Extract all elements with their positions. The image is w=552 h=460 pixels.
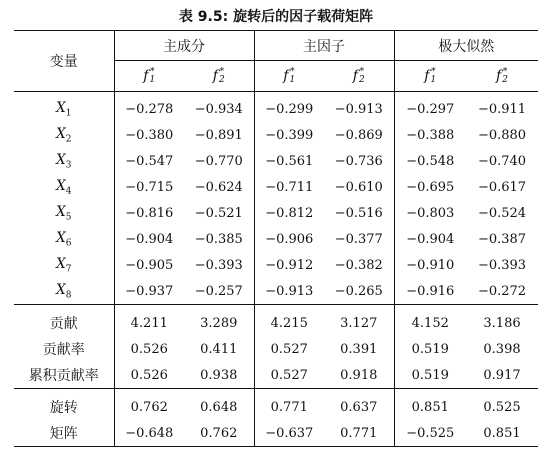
value-cell: 0.918 — [324, 362, 394, 389]
loadings-body — [14, 92, 538, 305]
value-cell: −0.516 — [324, 200, 394, 226]
value-cell: −0.610 — [324, 174, 394, 200]
table-row — [14, 92, 538, 123]
value-cell: 3.127 — [324, 305, 394, 337]
value-cell: −0.385 — [184, 226, 254, 252]
factor-header: f * 2 — [466, 61, 538, 92]
contribution-label: 贡献 — [14, 305, 114, 337]
header-row-groups — [14, 31, 538, 61]
factor-loading-table — [14, 30, 538, 447]
factor-header: f * 1 — [114, 61, 184, 92]
value-cell: −0.617 — [477, 179, 527, 195]
value-cell: 0.637 — [324, 389, 394, 421]
value-cell: −0.525 — [394, 420, 466, 447]
table-row — [14, 278, 538, 305]
value-cell: 4.211 — [130, 315, 168, 331]
contribution-body — [14, 305, 538, 389]
value-cell: −0.913 — [254, 278, 324, 305]
value-cell: 0.938 — [184, 362, 254, 389]
factor-header: f * 2 — [184, 61, 254, 92]
value-cell: −0.387 — [477, 231, 527, 247]
value-cell: −0.912 — [265, 257, 314, 273]
value-cell: 4.215 — [270, 315, 308, 331]
contribution-row — [14, 305, 538, 337]
variable-label: $X_3$ — [14, 148, 114, 174]
variable-label: $X_2$ — [14, 122, 114, 148]
value-cell: 0.851 — [411, 399, 449, 415]
value-cell: −0.906 — [265, 231, 314, 247]
value-cell: 0.527 — [254, 362, 324, 389]
group-header-principal-factor: 主因子 — [254, 31, 394, 61]
value-cell: −0.934 — [184, 92, 254, 123]
value-cell: −0.399 — [265, 127, 314, 143]
value-cell: 0.519 — [411, 341, 449, 357]
value-cell: −0.770 — [184, 148, 254, 174]
table-row — [14, 226, 538, 252]
value-cell: −0.548 — [406, 153, 455, 169]
table-row — [14, 122, 538, 148]
contribution-row — [14, 336, 538, 362]
value-cell: −0.715 — [125, 179, 174, 195]
variable-label: $X_8$ — [14, 278, 114, 305]
value-cell: −0.695 — [406, 179, 455, 195]
value-cell: −0.937 — [114, 278, 184, 305]
table-caption: 表 9.5: 旋转后的因子载荷矩阵 — [178, 9, 374, 25]
rotation-row — [14, 420, 538, 447]
factor-header: f * 1 — [254, 61, 324, 92]
value-cell: −0.624 — [184, 174, 254, 200]
value-cell: 0.762 — [184, 420, 254, 447]
value-cell: 0.851 — [466, 420, 538, 447]
value-cell: −0.880 — [477, 127, 527, 143]
value-cell: 0.391 — [324, 336, 394, 362]
contribution-row — [14, 362, 538, 389]
variable-label: $X_1$ — [14, 92, 114, 123]
rotation-row — [14, 389, 538, 421]
value-cell: −0.904 — [406, 231, 455, 247]
rotation-matrix-body — [14, 389, 538, 447]
variable-label: $X_5$ — [14, 200, 114, 226]
value-cell: −0.299 — [265, 101, 314, 117]
value-cell: 0.527 — [270, 341, 308, 357]
value-cell: −0.524 — [477, 205, 527, 221]
factor-header: f * 1 — [394, 61, 466, 92]
value-cell: −0.380 — [125, 127, 174, 143]
value-cell: −0.910 — [406, 257, 455, 273]
value-cell: −0.736 — [324, 148, 394, 174]
variable-label: $X_7$ — [14, 252, 114, 278]
value-cell: −0.297 — [406, 101, 455, 117]
value-cell: −0.393 — [477, 257, 527, 273]
value-cell: −0.916 — [394, 278, 466, 305]
group-header-maximum-likelihood: 极大似然 — [394, 31, 538, 61]
value-cell: −0.740 — [477, 153, 527, 169]
value-cell: 4.152 — [411, 315, 449, 331]
table-row — [14, 252, 538, 278]
value-cell: 0.525 — [483, 399, 521, 415]
rotation-label: 旋转 — [14, 389, 114, 421]
value-cell: −0.648 — [114, 420, 184, 447]
value-cell: 0.398 — [483, 341, 521, 357]
value-cell: 0.411 — [184, 336, 254, 362]
value-cell: 3.186 — [483, 315, 521, 331]
variable-label: $X_4$ — [14, 174, 114, 200]
value-cell: −0.265 — [324, 278, 394, 305]
variable-label: $X_6$ — [14, 226, 114, 252]
group-header-principal-component: 主成分 — [114, 31, 254, 61]
value-cell: −0.257 — [184, 278, 254, 305]
value-cell: −0.521 — [184, 200, 254, 226]
factor-header: f * 2 — [324, 61, 394, 92]
value-cell: −0.803 — [406, 205, 455, 221]
table-row — [14, 200, 538, 226]
value-cell: −0.891 — [184, 122, 254, 148]
contribution-label: 累积贡献率 — [14, 362, 114, 389]
value-cell: 0.771 — [270, 399, 308, 415]
value-cell: −0.905 — [125, 257, 174, 273]
value-cell: −0.637 — [254, 420, 324, 447]
value-cell: −0.913 — [324, 92, 394, 123]
value-cell: −0.904 — [125, 231, 174, 247]
value-cell: 0.526 — [114, 362, 184, 389]
value-cell: −0.393 — [184, 252, 254, 278]
value-cell: −0.547 — [125, 153, 174, 169]
value-cell: −0.377 — [324, 226, 394, 252]
value-cell: −0.278 — [125, 101, 174, 117]
value-cell: −0.816 — [125, 205, 174, 221]
variable-header: 变量 — [14, 31, 114, 92]
value-cell: −0.869 — [324, 122, 394, 148]
table-row — [14, 148, 538, 174]
value-cell: −0.561 — [265, 153, 314, 169]
value-cell: −0.382 — [324, 252, 394, 278]
value-cell: −0.711 — [265, 179, 314, 195]
value-cell: −0.388 — [406, 127, 455, 143]
value-cell: 0.917 — [466, 362, 538, 389]
value-cell: 0.519 — [394, 362, 466, 389]
value-cell: 0.648 — [184, 389, 254, 421]
value-cell: −0.812 — [265, 205, 314, 221]
contribution-label: 贡献率 — [14, 336, 114, 362]
value-cell: −0.911 — [477, 101, 527, 117]
table-row — [14, 174, 538, 200]
value-cell: 0.526 — [130, 341, 168, 357]
value-cell: −0.272 — [466, 278, 538, 305]
value-cell: 0.762 — [130, 399, 168, 415]
rotation-label: 矩阵 — [14, 420, 114, 447]
value-cell: 0.771 — [324, 420, 394, 447]
value-cell: 3.289 — [184, 305, 254, 337]
